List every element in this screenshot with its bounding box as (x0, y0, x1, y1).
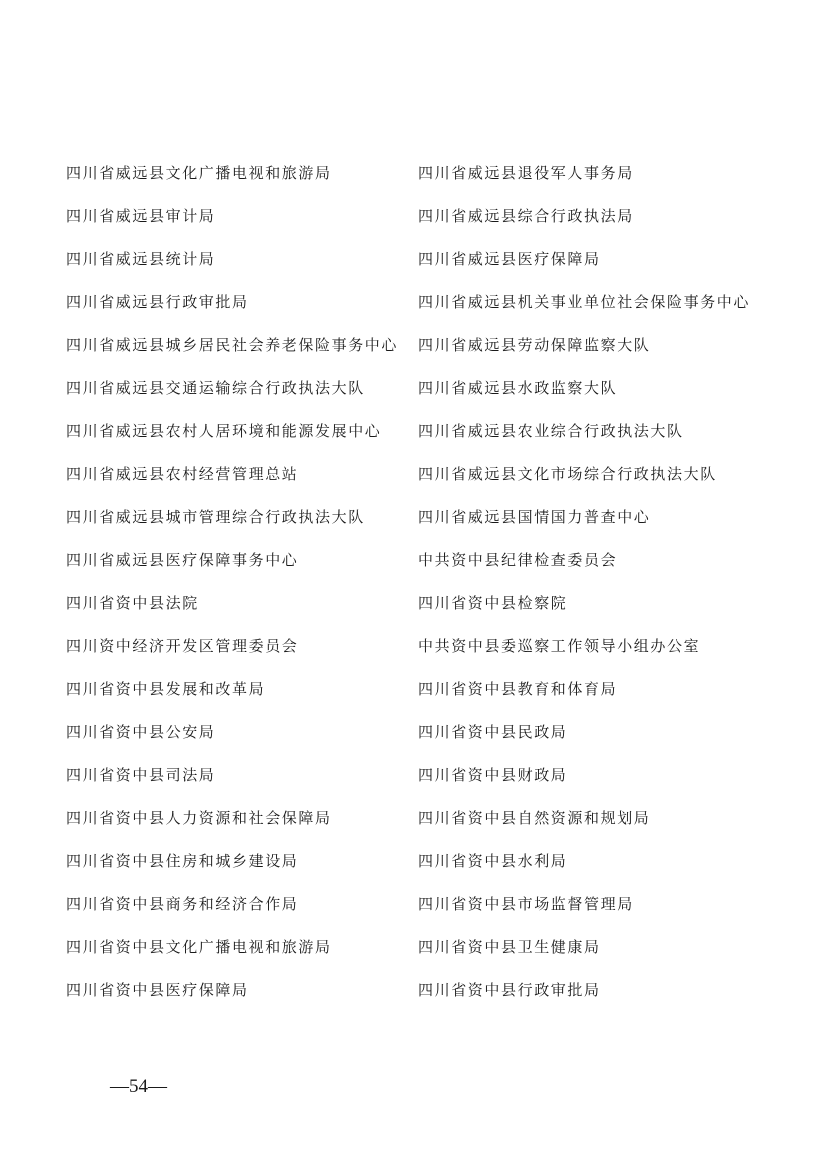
list-row (66, 582, 786, 625)
organization-name-right: 四川省资中县卫生健康局 (418, 938, 601, 956)
organization-name-left: 四川省资中县司法局 (66, 766, 216, 784)
organization-name-right: 四川省威远县文化市场综合行政执法大队 (418, 465, 717, 483)
organization-name-left: 四川省资中县商务和经济合作局 (66, 895, 299, 913)
organization-name-right: 四川省威远县机关事业单位社会保险事务中心 (418, 293, 751, 311)
organization-name-left: 四川资中经济开发区管理委员会 (66, 637, 299, 655)
list-row (66, 539, 786, 582)
list-row (66, 883, 786, 926)
organization-name-left: 四川省威远县统计局 (66, 250, 216, 268)
list-row (66, 840, 786, 883)
organization-name-left: 四川省威远县城乡居民社会养老保险事务中心 (66, 336, 399, 354)
list-row (66, 926, 786, 969)
list-row (66, 152, 786, 195)
list-row (66, 281, 786, 324)
organization-name-right: 四川省威远县退役军人事务局 (418, 164, 634, 182)
organization-name-left: 四川省资中县住房和城乡建设局 (66, 852, 299, 870)
list-row (66, 969, 786, 1012)
organization-name-right: 四川省威远县劳动保障监察大队 (418, 336, 651, 354)
organization-name-right: 四川省威远县国情国力普查中心 (418, 508, 651, 526)
organization-name-left: 四川省资中县医疗保障局 (66, 981, 249, 999)
organization-name-right: 四川省威远县医疗保障局 (418, 250, 601, 268)
organization-name-left: 四川省威远县交通运输综合行政执法大队 (66, 379, 365, 397)
organization-name-right: 四川省威远县水政监察大队 (418, 379, 618, 397)
organization-name-left: 四川省威远县农村经营管理总站 (66, 465, 299, 483)
organization-name-right: 四川省资中县教育和体育局 (418, 680, 618, 698)
organization-name-left: 四川省威远县农村人居环境和能源发展中心 (66, 422, 382, 440)
organization-name-left: 四川省威远县医疗保障事务中心 (66, 551, 299, 569)
list-row (66, 754, 786, 797)
organization-name-right: 四川省资中县市场监督管理局 (418, 895, 634, 913)
organization-name-left: 四川省威远县行政审批局 (66, 293, 249, 311)
organization-name-left: 四川省威远县城市管理综合行政执法大队 (66, 508, 365, 526)
organization-name-left: 四川省资中县发展和改革局 (66, 680, 266, 698)
list-row (66, 324, 786, 367)
organization-name-right: 中共资中县纪律检查委员会 (418, 551, 618, 569)
organization-name-right: 四川省资中县财政局 (418, 766, 568, 784)
organization-name-right: 四川省资中县检察院 (418, 594, 568, 612)
organization-list (66, 152, 786, 1012)
organization-name-right: 中共资中县委巡察工作领导小组办公室 (418, 637, 701, 655)
list-row (66, 711, 786, 754)
organization-name-left: 四川省威远县审计局 (66, 207, 216, 225)
list-row (66, 195, 786, 238)
organization-name-left: 四川省资中县公安局 (66, 723, 216, 741)
list-row (66, 453, 786, 496)
organization-name-right: 四川省资中县行政审批局 (418, 981, 601, 999)
list-row (66, 625, 786, 668)
list-row (66, 668, 786, 711)
organization-name-left: 四川省资中县法院 (66, 594, 199, 612)
organization-name-right: 四川省资中县自然资源和规划局 (418, 809, 651, 827)
page-number: —54— (110, 1076, 167, 1097)
list-row (66, 797, 786, 840)
list-row (66, 410, 786, 453)
list-row (66, 238, 786, 281)
organization-name-right: 四川省威远县农业综合行政执法大队 (418, 422, 684, 440)
list-row (66, 496, 786, 539)
organization-name-left: 四川省资中县人力资源和社会保障局 (66, 809, 332, 827)
organization-name-left: 四川省威远县文化广播电视和旅游局 (66, 164, 332, 182)
organization-name-left: 四川省资中县文化广播电视和旅游局 (66, 938, 332, 956)
organization-name-right: 四川省资中县水利局 (418, 852, 568, 870)
organization-name-right: 四川省威远县综合行政执法局 (418, 207, 634, 225)
list-row (66, 367, 786, 410)
organization-name-right: 四川省资中县民政局 (418, 723, 568, 741)
